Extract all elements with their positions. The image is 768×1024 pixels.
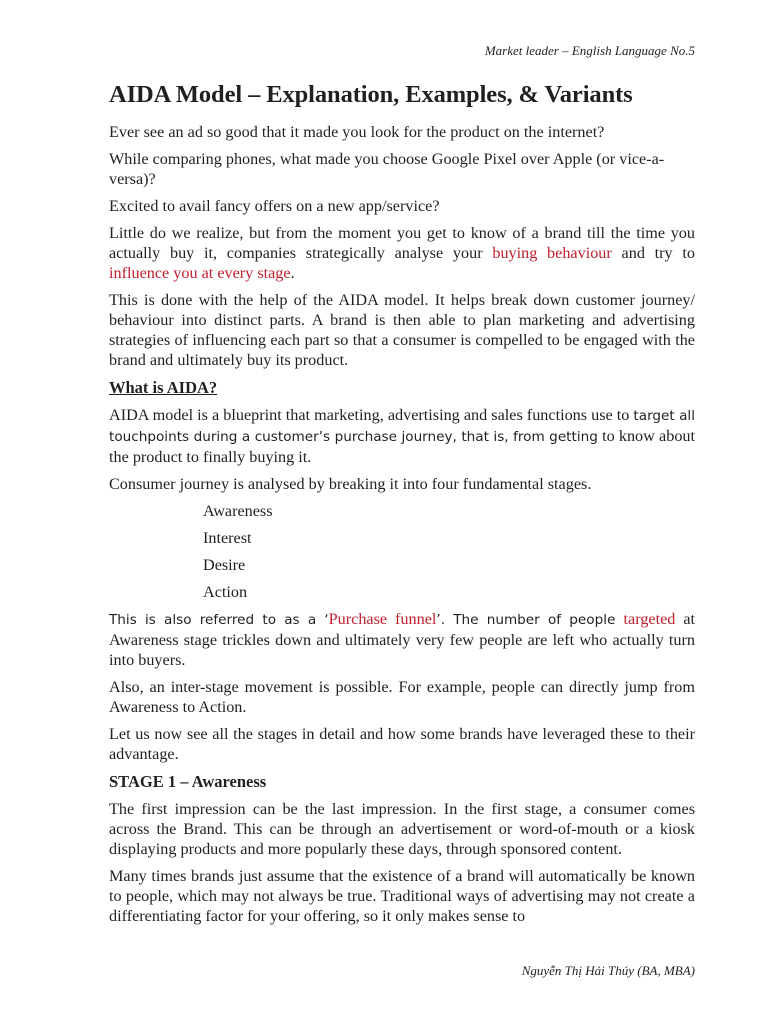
purchase-funnel-link[interactable]: Purchase funnel: [328, 610, 437, 628]
stage-item-action: Action: [203, 583, 248, 601]
stage-item-awareness: Awareness: [203, 502, 273, 520]
buying-behaviour-link[interactable]: buying behaviour: [492, 244, 612, 262]
what-is-p3-text-a: This is also referred to as a ‘: [109, 612, 329, 628]
what-is-aida-heading: What is AIDA?: [109, 378, 218, 397]
stage-item-interest: Interest: [203, 529, 252, 547]
stages-list: [203, 501, 695, 602]
what-is-paragraph-3: [109, 609, 695, 670]
influence-link[interactable]: influence you at every stage: [109, 264, 291, 282]
what-is-p3-text-b: ’. The number of people: [436, 612, 624, 628]
what-is-paragraph-5: Let us now see all the stages in detail and how some brands have leveraged these to their advantage.: [109, 725, 695, 763]
what-is-p1-text-a: AIDA model is a blueprint that marketing, advertising and sales functions use to: [109, 406, 634, 424]
stage-item-desire: Desire: [203, 556, 246, 574]
stage-1-heading: STAGE 1 – Awareness: [109, 772, 267, 791]
intro-paragraph-5: This is done with the help of the AIDA model. It helps break down customer journey/ behaviour into distinct parts. A brand is then able to plan marketing and advertising strategies of influencing each part so that a consumer is compelled to be engaged with the brand and ultimately buy its product.: [109, 291, 695, 369]
page-title: AIDA Model – Explanation, Examples, & Variants: [109, 81, 633, 108]
intro-p4-text-a: Little do we realize, but from the moment you get to know of a brand till the time you actually buy it, companies strategically analyse your: [109, 224, 695, 262]
what-is-p1-text-b: target all touchpoints during a customer’s purchase journey, that is, from getting: [109, 408, 695, 445]
what-is-paragraph-1: [109, 405, 695, 467]
intro-p4-text-c: .: [290, 264, 295, 282]
page-footer: Nguyễn Thị Hải Thúy (BA, MBA): [521, 963, 695, 978]
article-body: [109, 78, 695, 933]
intro-paragraph-3: Excited to avail fancy offers on a new app/service?: [109, 197, 440, 215]
intro-paragraph-1: Ever see an ad so good that it made you look for the product on the internet?: [109, 123, 605, 141]
intro-paragraph-2: While comparing phones, what made you choose Google Pixel over Apple (or vice-a-versa)?: [109, 150, 665, 188]
intro-p4-text-b: and try to: [611, 244, 695, 262]
stage-1-paragraph-1: The first impression can be the last impression. In the first stage, a consumer comes across the Brand. This can be through an advertisement or word-of-mouth or a kiosk displaying products and more popularly these days, through sponsored content.: [109, 800, 695, 858]
intro-paragraph-4: [109, 223, 695, 283]
targeted-link[interactable]: targeted: [623, 610, 676, 628]
what-is-paragraph-4: Also, an inter-stage movement is possible. For example, people can directly jump from Awareness to Action.: [109, 678, 695, 716]
what-is-p1-text-c: to know about the product to finally buying it.: [109, 427, 695, 466]
page-header: Market leader – English Language No.5: [484, 43, 695, 58]
stage-1-paragraph-2: Many times brands just assume that the existence of a brand will automatically be known to people, which may not always be true. Traditional ways of advertising may not create a differentiating factor for your offering, so it only makes sense to: [109, 867, 695, 925]
what-is-paragraph-2: Consumer journey is analysed by breaking it into four fundamental stages.: [109, 475, 592, 493]
what-is-p3-text-c: at Awareness stage trickles down and ultimately very few people are left who actually turn into buyers.: [109, 610, 695, 669]
